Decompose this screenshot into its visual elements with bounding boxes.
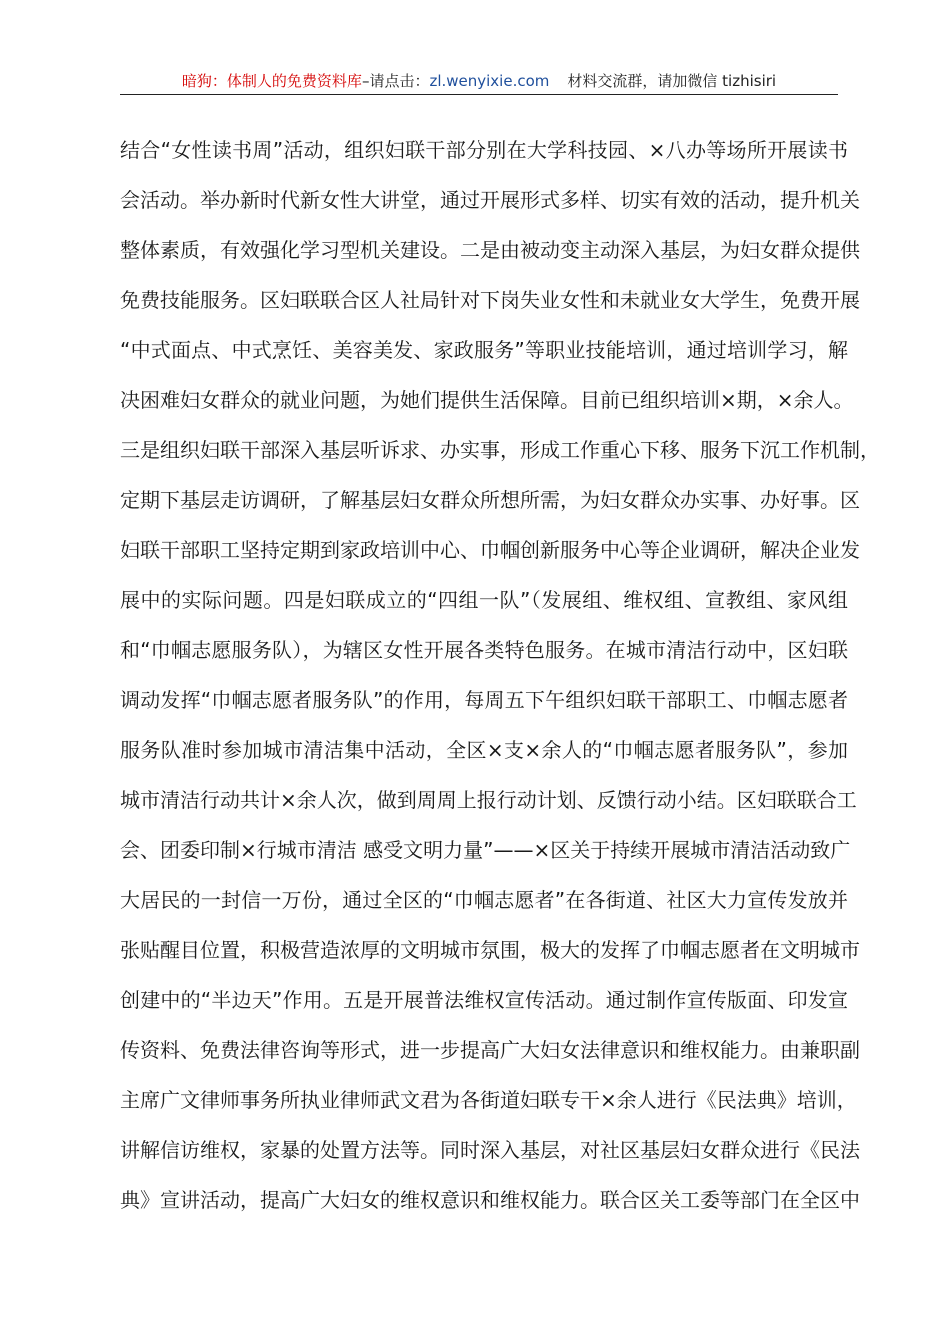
text-line: 服务队准时参加城市清洁集中活动，全区×支×余人的“巾帼志愿者服务队”，参加 xyxy=(120,738,848,762)
text-line: 结合“女性读书周”活动，组织妇联干部分别在大学科技园、×八办等场所开展读书 xyxy=(120,138,848,162)
text-line: 创建中的“半边天”作用。五是开展普法维权宣传活动。通过制作宣传版面、印发宣 xyxy=(120,988,848,1012)
text-line: 典》宣讲活动，提高广大妇女的维权意识和维权能力。联合区关工委等部门在全区中 xyxy=(120,1188,860,1212)
text-line: 城市清洁行动共计×余人次，做到周周上报行动计划、反馈行动小结。区妇联联合工 xyxy=(120,788,857,812)
text-line: 传资料、免费法律咨询等形式，进一步提高广大妇女法律意识和维权能力。由兼职副 xyxy=(120,1038,860,1062)
document-body xyxy=(120,128,880,1228)
text-line: 展中的实际问题。四是妇联成立的“四组一队”（发展组、维权组、宣教组、家风组 xyxy=(120,588,848,612)
page-header xyxy=(120,70,838,95)
text-line: 大居民的一封信一万份，通过全区的“巾帼志愿者”在各街道、社区大力宣传发放并 xyxy=(120,888,848,912)
text-line: 和“巾帼志愿服务队），为辖区女性开展各类特色服务。在城市清洁行动中，区妇联 xyxy=(120,638,848,662)
text-line: 妇联干部职工坚持定期到家政培训中心、巾帼创新服务中心等企业调研，解决企业发 xyxy=(120,538,860,562)
text-line: 定期下基层走访调研，了解基层妇女群众所想所需，为妇女群众办实事、办好事。区 xyxy=(120,488,860,512)
text-line: 整体素质，有效强化学习型机关建设。二是由被动变主动深入基层，为妇女群众提供 xyxy=(120,238,860,262)
header-click-prefix: –请点击： xyxy=(361,72,430,90)
text-line: 讲解信访维权，家暴的处置方法等。同时深入基层，对社区基层妇女群众进行《民法 xyxy=(120,1138,860,1162)
header-contact: 材料交流群，请加微信 tizhisiri xyxy=(567,72,777,90)
text-line: 三是组织妇联干部深入基层听诉求、办实事，形成工作重心下移、服务下沉工作机制， xyxy=(120,438,880,462)
text-line: 张贴醒目位置，积极营造浓厚的文明城市氛围，极大的发挥了巾帼志愿者在文明城市 xyxy=(120,938,860,962)
text-line: 会活动。举办新时代新女性大讲堂，通过开展形式多样、切实有效的活动，提升机关 xyxy=(120,188,860,212)
text-line: 会、团委印制×行城市清洁 感受文明力量”——×区关于持续开展城市清洁活动致广 xyxy=(120,838,851,862)
text-line: “中式面点、中式烹饪、美容美发、家政服务”等职业技能培训，通过培训学习，解 xyxy=(120,338,848,362)
text-line: 决困难妇女群众的就业问题，为她们提供生活保障。目前已组织培训×期，×余人。 xyxy=(120,388,854,412)
text-line: 主席广文律师事务所执业律师武文君为各街道妇联专干×余人进行《民法典》培训， xyxy=(120,1088,857,1112)
header-brand: 暗狗：体制人的免费资料库 xyxy=(181,72,362,90)
header-url-link[interactable]: zl.wenyixie.com xyxy=(429,72,550,90)
text-line: 调动发挥“巾帼志愿者服务队”的作用，每周五下午组织妇联干部职工、巾帼志愿者 xyxy=(120,688,848,712)
text-line: 免费技能服务。区妇联联合区人社局针对下岗失业女性和未就业女大学生，免费开展 xyxy=(120,288,860,312)
